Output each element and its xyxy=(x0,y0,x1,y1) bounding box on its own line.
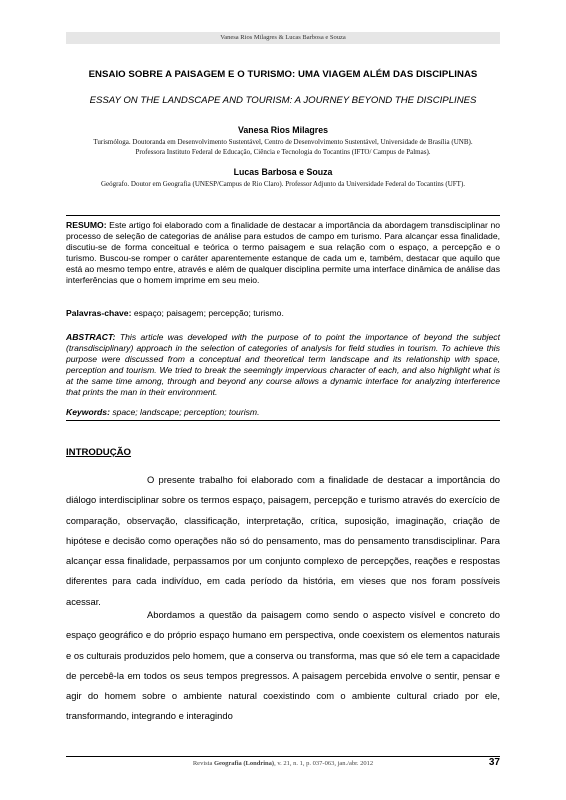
section-heading: INTRODUÇÃO xyxy=(66,447,132,458)
author-name: Vanesa Rios Milagres xyxy=(238,125,328,135)
palavras-chave-block xyxy=(66,308,500,319)
keywords-text: space; landscape; perception; tourism. xyxy=(109,407,260,417)
running-head: Vanesa Rios Milagres & Lucas Barbosa e Souza xyxy=(66,32,500,44)
author-affiliation: Geógrafo. Doutor em Geografia (UNESP/Campus de Rio Claro). Professor Adjunto da Universidade Federal do Tocantins (UFT). xyxy=(100,180,466,188)
author-name: Lucas Barbosa e Souza xyxy=(233,167,333,177)
paragraph: O presente trabalho foi elaborado com a finalidade de destacar a importância do diálogo interdisciplinar sobre os termos espaço, paisagem, percepção e turismo através do exercício de comparação, observação, classificação, interpretação, crítica, suposição, imaginação, criação de hipótese e decisão como operações não só do pensamento, mas do pensamento transdisciplinar. Para alcançar essa finalidade, perpassamos por um conjunto complexo de percepções, reações e respostas diferentes para cada indivíduo, em cada período da história, em vieses que nos foram possíveis acessar. xyxy=(66,474,500,607)
article-subtitle: ESSAY ON THE LANDSCAPE AND TOURISM: A JOURNEY BEYOND THE DISCIPLINES xyxy=(89,95,477,106)
page-number: 37 xyxy=(488,757,500,768)
palavras-chave-text: espaço; paisagem; percepção; turismo. xyxy=(131,308,284,318)
resumo-label: RESUMO: xyxy=(66,220,107,230)
author-affiliation: Turismóloga. Doutoranda em Desenvolvimento Sustentável, Centro de Desenvolvimento Sustentável, Universidade de Brasília (UNB). Professora Instituto Federal de Educação, Ciência e Tecnologia do Tocantins (IFTO/ Campus de Palmas). xyxy=(93,138,473,156)
abstract-label: ABSTRACT: xyxy=(66,332,116,342)
article-title: ENSAIO SOBRE A PAISAGEM E O TURISMO: UMA VIAGEM ALÉM DAS DISCIPLINAS xyxy=(88,69,478,80)
footer-divider xyxy=(66,756,500,757)
keywords-label: Keywords: xyxy=(66,407,110,417)
paragraph: Abordamos a questão da paisagem como sendo o aspecto visível e concreto do espaço geográfico e do próprio espaço humano em perspectiva, onde coexistem os elementos naturais e os culturais produzidos pelo homem, que a conserva ou transforma, mas que só ele tem a capacidade de percebê-la em todos os seus tempos pregressos. A paisagem percebida envolve o sentir, pensar e agir do homem sobre o ambiente natural coexistindo com o ambiente cultural criado por ele, transformando, integrando e interagindo xyxy=(66,609,500,722)
divider xyxy=(66,215,500,216)
palavras-chave-label: Palavras-chave: xyxy=(66,308,132,318)
keywords-block xyxy=(66,407,500,418)
abstract-block xyxy=(66,332,500,398)
resumo-text: Este artigo foi elaborado com a finalidade de destacar a importância da abordagem transdisciplinar no processo de seleção de categorias de análise para estudos de campo em turismo. Para alcançar essa finalidade, discutiu-se de forma conceitual e teórica o termo paisagem e sua relação com o espaço, a percepção e o turismo. Buscou-se romper o caráter aparentemente estanque de cada um e, também, destacar que aquilo que está ao mesmo tempo entre, através e além de qualquer disciplina permite uma interface dinâmica de análise das interferências que o homem imprime em seu meio. xyxy=(66,220,500,285)
abstract-text: This article was developed with the purpose of to point the importance of beyond the subject (transdisciplinary) approach in the selection of categories of analysis for field studies in tourism. To achieve this purpose were discussed from a conceptual and theoretical term landscape and its relationship with space, perception and tourism. We tried to break the seemingly impervious character of each, and also highlight what is at the same time among, through and beyond any course allows a dynamic interface for analyzing interference that prints the man in their environment. xyxy=(66,332,500,397)
divider xyxy=(66,420,500,421)
resumo-block xyxy=(66,220,500,286)
journal-footer: Revista Geografia (Londrina), v. 21, n. 1, p. 037-063, jan./abr. 2012 xyxy=(192,760,374,767)
